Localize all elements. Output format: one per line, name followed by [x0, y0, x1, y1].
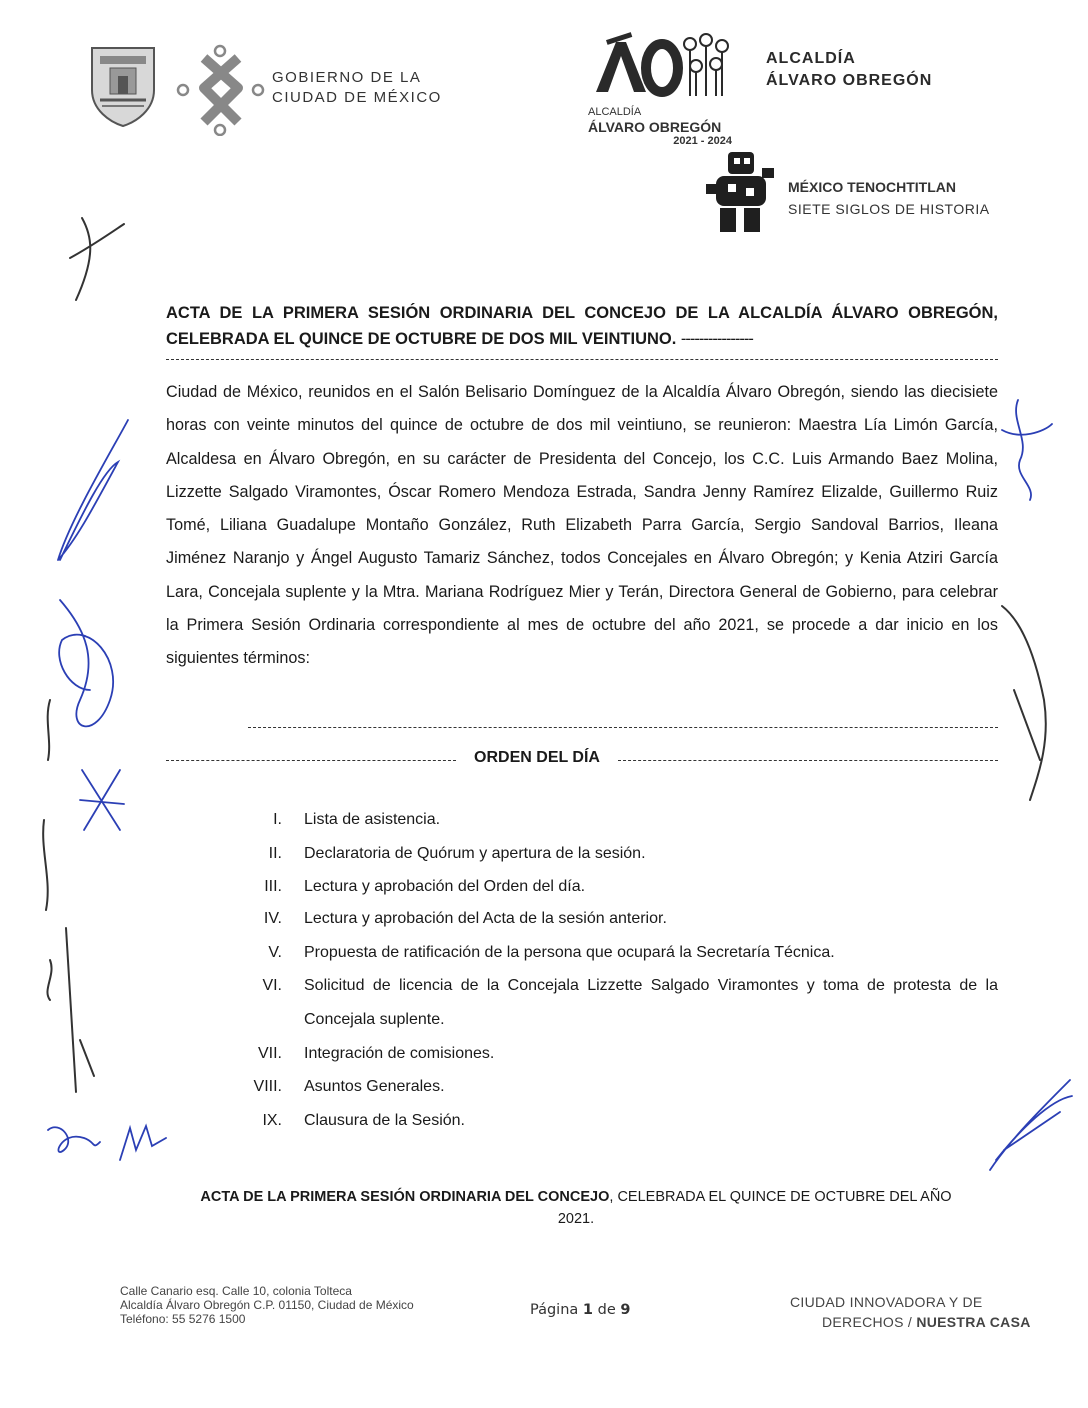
agenda-text: Solicitud de licencia de la Concejala Lizzette Salgado Viramontes y toma de protesta de la Concejala suplente. [304, 977, 998, 1028]
agenda-number: I. [273, 811, 282, 828]
address-line2: Alcaldía Álvaro Obregón C.P. 01150, Ciudad de México [120, 1298, 414, 1312]
footer-title-bold: ACTA DE LA PRIMERA SESIÓN ORDINARIA DEL CONCEJO [200, 1189, 610, 1205]
alcaldia-logo-years: 2021 - 2024 [673, 135, 732, 147]
address-line3: Teléfono: 55 5276 1500 [120, 1312, 246, 1326]
agenda-text: Asuntos Generales. [304, 1078, 445, 1095]
page-word: Página [530, 1302, 579, 1318]
pencil-line-left [66, 928, 94, 1092]
blue-signature-6 [1002, 400, 1052, 500]
agenda-text: Lista de asistencia. [304, 811, 441, 828]
gov-title-line2: CIUDAD DE MÉXICO [272, 89, 442, 106]
title-trailing-dashes: ---------------- [680, 330, 753, 348]
agenda-text: Clausura de la Sesión. [304, 1112, 465, 1129]
blue-signature-1 [58, 420, 128, 560]
address-line1: Calle Canario esq. Calle 10, colonia Tolteca [120, 1284, 352, 1298]
gov-title-line1: GOBIERNO DE LA [272, 69, 422, 86]
blue-signature-2 [59, 600, 113, 726]
agenda-number: III. [264, 878, 282, 895]
document-title-text: ACTA DE LA PRIMERA SESIÓN ORDINARIA DEL CONCEJO DE LA ALCALDÍA ÁLVARO OBREGÓN, CELEBRADA EL QUINCE DE OCTUBRE DE DOS MIL VEINTIUNO. [166, 304, 998, 348]
agenda-text: Declaratoria de Quórum y apertura de la sesión. [304, 845, 646, 862]
blue-signature-3 [80, 770, 124, 830]
orden-label: ORDEN DEL DÍA [474, 749, 600, 766]
body-paragraph-text: Ciudad de México, reunidos en el Salón Belisario Domínguez de la Alcaldía Álvaro Obregón, siendo las diecisiete horas con veinte minutos del quince de octubre de dos mil veintiuno, se reunieron: Maestra Lía Limón García, Alcaldesa en Álvaro Obregón, en su carácter de Presidenta del Concejo, los C.C. Luis Armando Baez Molina, Lizzette Salgado Viramontes, Óscar Romero Mendoza Estrada, Sandra Jenny Ramírez Elizalde, Guillermo Ruiz Tomé, Liliana Guadalupe Montaño González, Ruth Elizabeth Parra García, Sergio Sandoval Barrios, Ileana Jiménez Naranjo y Ángel Augusto Tamariz Sánchez, todos Concejales en Álvaro Obregón; y Kenia Atziri García Lara, Concejala suplente y la Mtra. Mariana Rodríguez Mier y Terán, Directora General de Gobierno, para celebrar la Primera Sesión Ordinaria correspondiente al mes de octubre del año 2021, se procede a dar inicio en los siguientes términos: [166, 383, 998, 668]
blue-signature-4 [48, 1127, 100, 1152]
slogan-line1: CIUDAD INNOVADORA Y DE [790, 1294, 983, 1310]
pencil-signature-top-left [70, 218, 124, 300]
alcaldia-logo-line1: ALCALDÍA [588, 106, 642, 118]
alcaldia-title-line2: ÁLVARO OBREGÓN [766, 72, 933, 89]
agenda-number: VIII. [253, 1078, 282, 1095]
tenochtitlan-subtitle: SIETE SIGLOS DE HISTORIA [788, 201, 990, 217]
page-current: 1 [582, 1302, 593, 1318]
alcaldia-logo-line2: ÁLVARO OBREGÓN [588, 119, 722, 135]
agenda-number: VII. [257, 1045, 282, 1062]
agenda-number: II. [268, 845, 282, 862]
alcaldia-title-line1: ALCALDÍA [766, 50, 856, 67]
slogan-bold: NUESTRA CASA [916, 1314, 1031, 1330]
agenda-number: IX. [262, 1112, 282, 1129]
footer-title-rest: , CELEBRADA EL QUINCE DE OCTUBRE DEL AÑO 2021. [557, 1189, 952, 1227]
page-of: de [597, 1302, 616, 1318]
agenda-text: Lectura y aprobación del Acta de la sesión anterior. [304, 910, 667, 927]
slogan-line2: DERECHOS / [822, 1314, 917, 1330]
agenda-text: Integración de comisiones. [304, 1045, 495, 1062]
pencil-scribble-vertical [43, 700, 51, 1000]
pencil-signature-right [1002, 606, 1046, 800]
tenochtitlan-title: MÉXICO TENOCHTITLAN [788, 179, 956, 195]
page-total: 9 [620, 1302, 631, 1318]
agenda-number: VI. [262, 977, 282, 994]
blue-signature-5 [120, 1126, 166, 1160]
blue-signature-7 [990, 1080, 1072, 1170]
agenda-number: IV. [263, 910, 282, 927]
agenda-text: Lectura y aprobación del Orden del día. [304, 878, 586, 895]
agenda-number: V. [268, 944, 282, 961]
agenda-text: Propuesta de ratificación de la persona que ocupará la Secretaría Técnica. [304, 944, 835, 961]
